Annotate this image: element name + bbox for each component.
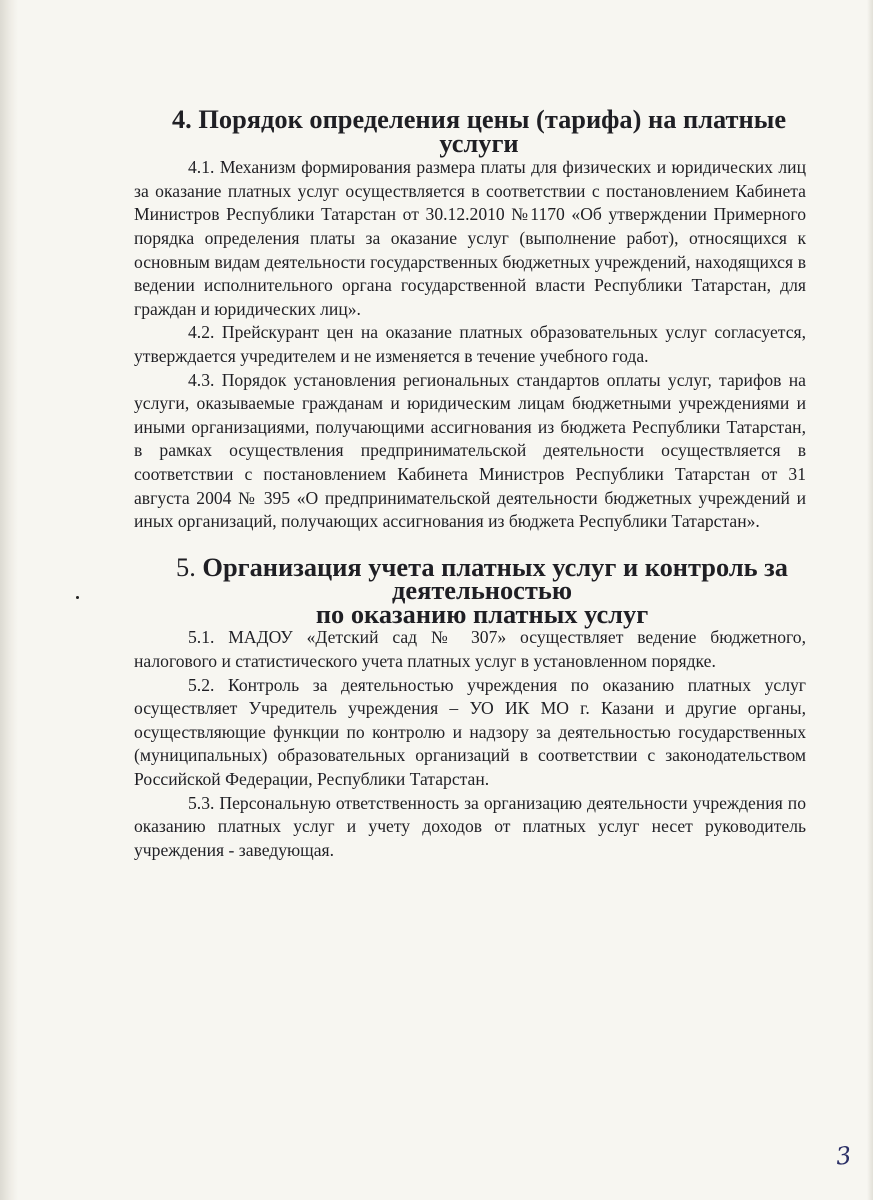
paragraph-5-1: 5.1. МАДОУ «Детский сад № 307» осуществляет ведение бюджетного, налогового и статистического учета платных услуг в установленном порядке. — [134, 627, 806, 672]
paragraph-4-2: 4.2. Прейскурант цен на оказание платных образовательных услуг согласуется, утверждается учредителем и не изменяется в течение учебного года. — [134, 322, 806, 366]
paragraph-5-2: 5.2. Контроль за деятельностью учреждения по оказанию платных услуг осуществляет Учредитель учреждения – УО ИК МО г. Казани и другие органы, осуществляющие функции по контролю и надзору за деятельностью государственных (муниципальных) образовательных организаций в соответствии с законодательством Российской Федерации, Республики Татарстан. — [134, 674, 806, 790]
section-4-heading — [134, 104, 806, 158]
section-5-number: 5. — [176, 551, 196, 582]
paragraph-5-3: 5.3. Персональную ответственность за организацию деятельности учреждения по оказанию платных услуг и учету доходов от платных услуг несет руководитель учреждения - заведующая. — [134, 792, 806, 860]
paragraph-4-3: 4.3. Порядок установления региональных стандартов оплаты услуг, тарифов на услуги, оказываемые гражданам и юридическим лицам бюджетными учреждениями и иными организациями, получающими ассигнования из бюджета Республики Татарстан, в рамках осуществления предпринимательской деятельности осуществляется в соответствии с постановлением Кабинета Министров Республики Татарстан от 31 августа 2004 № 395 «О предпринимательской деятельности бюджетных учреждений и иных организаций, получающих ассигнования из бюджета Республики Татарстан». — [134, 369, 806, 532]
paragraph-4-1: 4.1. Механизм формирования размера платы для физических и юридических лиц за оказание платных услуг осуществляется в соответствии с постановлением Кабинета Министров Республики Татарстан от 30.12.2010 №1170 «Об утверждении Примерного порядка определения платы за оказание услуг (выполнение работ), относящихся к основным видам деятельности государственных бюджетных учреждений, находящихся в ведении исполнительного органа государственной власти Республики Татарстан, для граждан и юридических лиц». — [134, 157, 806, 319]
scan-page-edge-left — [0, 0, 18, 1200]
section-4-title: 4. Порядок определения цены (тарифа) на платные услуги — [171, 104, 787, 158]
handwritten-page-number: 3 — [834, 1141, 853, 1171]
scan-page-edge-right — [867, 0, 873, 1200]
section-5-title-line2: по оказанию платных услуг — [315, 598, 649, 629]
section-5-heading — [134, 551, 806, 629]
section-5-title-text: Организация учета платных услуг и контроль за деятельностью — [202, 551, 788, 606]
scan-speck — [76, 596, 79, 599]
section-5-title-line1 — [158, 551, 806, 606]
document-body — [134, 104, 806, 862]
